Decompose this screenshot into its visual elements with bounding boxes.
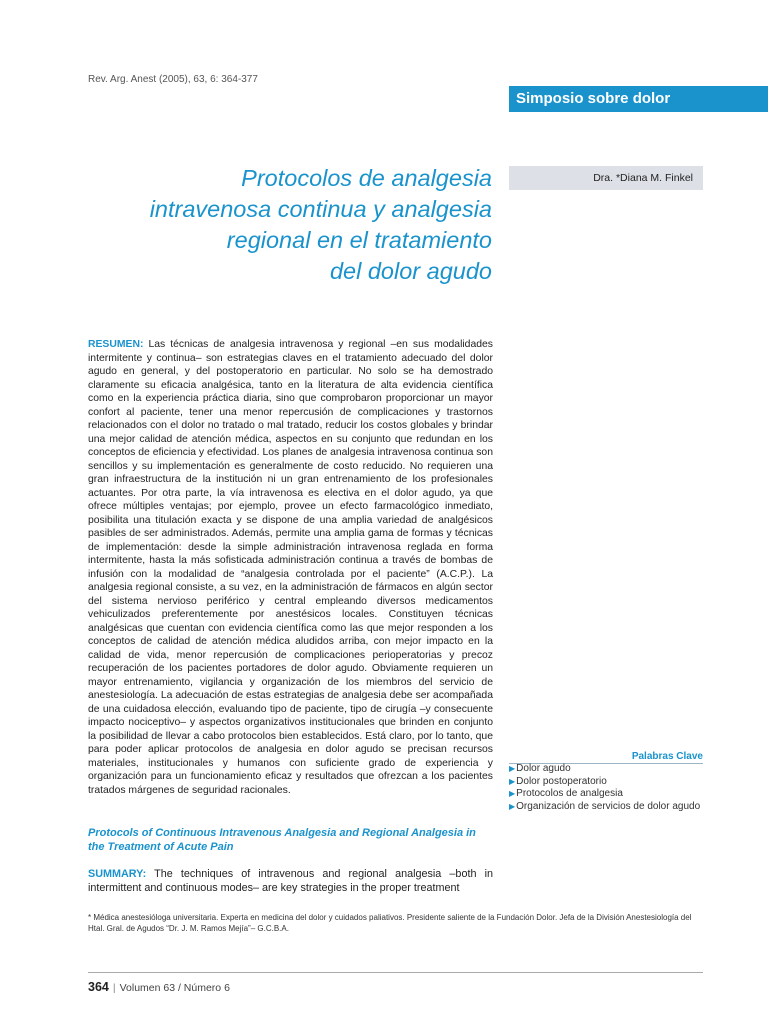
volume-info: Volumen 63 / Número 6 <box>119 982 230 994</box>
abstract-label: RESUMEN: <box>88 339 144 350</box>
section-banner: Simposio sobre dolor <box>509 86 768 112</box>
triangle-bullet-icon: ▶ <box>509 764 516 773</box>
triangle-bullet-icon: ▶ <box>509 776 516 786</box>
keyword-text: Dolor postoperatorio <box>516 775 607 787</box>
footer-divider <box>88 972 703 973</box>
summary-label: SUMMARY: <box>88 868 147 880</box>
title-line: del dolor agudo <box>329 258 492 284</box>
page-number: 364 <box>88 980 109 994</box>
keyword-item <box>509 788 729 801</box>
abstract-text: Las técnicas de analgesia intravenosa y regional –en sus modalidades intermitente y continua– son estrategias claves en el tratamiento adecuado del dolor agudo en general, y del postoperatorio en particular. No solo se ha demostrado claramente su eficacia analgésica, tanto en la literatura de alta evidencia científica como en la experiencia práctica diaria, sino que comprobaron proporcionar un mayor confort al paciente, tener una menor repercusión de complicaciones y trastornos relacionados con el dolor no tratado o mal tratado, reducir los costos globales y brindar una mejor calidad de atención médica, aspectos en su conjunto que redundan en los conceptos de eficiencia y efectividad. Los planes de analgesia intravenosa continua son sencillos y su implementación es generalmente de costo reducido. No requieren una gran infraestructura de la institución ni un gran entrenamiento de los profesionales actuantes. Por otra parte, la vía intravenosa es electiva en el dolor agudo, ya que ofrece múltiples ventajas; por ejemplo, provee un efecto farmacológico inmediato, posibilita una titulación exacta y se dispone de una amplia variedad de analgésicos pasibles de ser administrados. Además, permite una amplia gama de formas y técnicas de implementación: desde la simple administración intravenosa reglada en forma intermitente, hasta la más sofisticada administración continua a través de bombas de infusión con la modalidad de “analgesia controlada por el paciente” (A.C.P.). La analgesia regional consiste, a su vez, en la administración de fármacos en algún sector del sistema nervioso periférico y central empleando diversos medicamentos vehiculizados preferentemente por anestésicos locales. Constituyen técnicas analgésicas que cuentan con evidencia científica como las que mejor responden a los conceptos de calidad de atención médica aludidos arriba, con mejor impacto en la calidad de vida, menor repercusión de complicaciones perioperatorias y precoz recuperación de los pacientes portadores de dolor agudo. Obviamente requieren un mayor entrenamiento, vigilancia y organización de los miembros del servicio de anestesiología. La adecuación de estas estrategias de analgesia debe ser acompañada de una cuidadosa elección, evaluando tipo de paciente, tipo de cirugía –y consecuente impacto nociceptivo– y aspectos organizativos institucionales que brinden en conjunto la posibilidad de llevar a cabo protocolos bien establecidos. Está claro, por lo tanto, que para poder aplicar protocolos de analgesia en dolor agudo se precisan recursos materiales, institucionales y humanos con suficiente grado de experiencia y organización para un funcionamiento eficaz y resultados que ofrezcan a los pacientes tratados márgenes de seguridad racionales. <box>88 339 493 796</box>
keywords-list <box>509 763 729 813</box>
summary-paragraph <box>88 867 493 895</box>
article-title <box>80 163 492 287</box>
author-box: Dra. *Diana M. Finkel <box>509 166 703 190</box>
summary-text: The techniques of intravenous and regional analgesia –both in intermittent and continuous modes– are key strategies in the proper treatment <box>88 868 493 894</box>
keyword-text: Organización de servicios de dolor agudo <box>516 800 701 812</box>
keyword-item <box>509 763 729 776</box>
footer-separator: | <box>112 982 116 994</box>
abstract-paragraph <box>88 338 493 797</box>
author-footnote: * Médica anestesióloga universitaria. Experta en medicina del dolor y cuidados paliativos. Presidente saliente de la Fundación Dolor. Jefa de la División Anestesiología del Htal. Gral. de Agudos “Dr. J. M. Ramos Mejía”– G.C.B.A. <box>88 913 692 933</box>
title-line: intravenosa continua y analgesia <box>149 196 492 222</box>
english-title: Protocols of Continuous Intravenous Analgesia and Regional Analgesia in the Treatment of Acute Pain <box>88 827 476 853</box>
keywords-heading: Palabras Clave <box>631 751 703 762</box>
triangle-bullet-icon: ▶ <box>509 789 516 798</box>
title-line: regional en el tratamiento <box>226 227 492 253</box>
page-footer <box>88 980 230 994</box>
title-line: Protocolos de analgesia <box>241 165 492 191</box>
keyword-text: Protocolos de analgesia <box>516 788 623 799</box>
keyword-text: Dolor agudo <box>516 763 571 774</box>
triangle-bullet-icon: ▶ <box>509 801 516 811</box>
keyword-item <box>509 776 729 789</box>
journal-citation: Rev. Arg. Anest (2005), 63, 6: 364-377 <box>88 74 258 85</box>
keyword-item <box>509 801 729 814</box>
